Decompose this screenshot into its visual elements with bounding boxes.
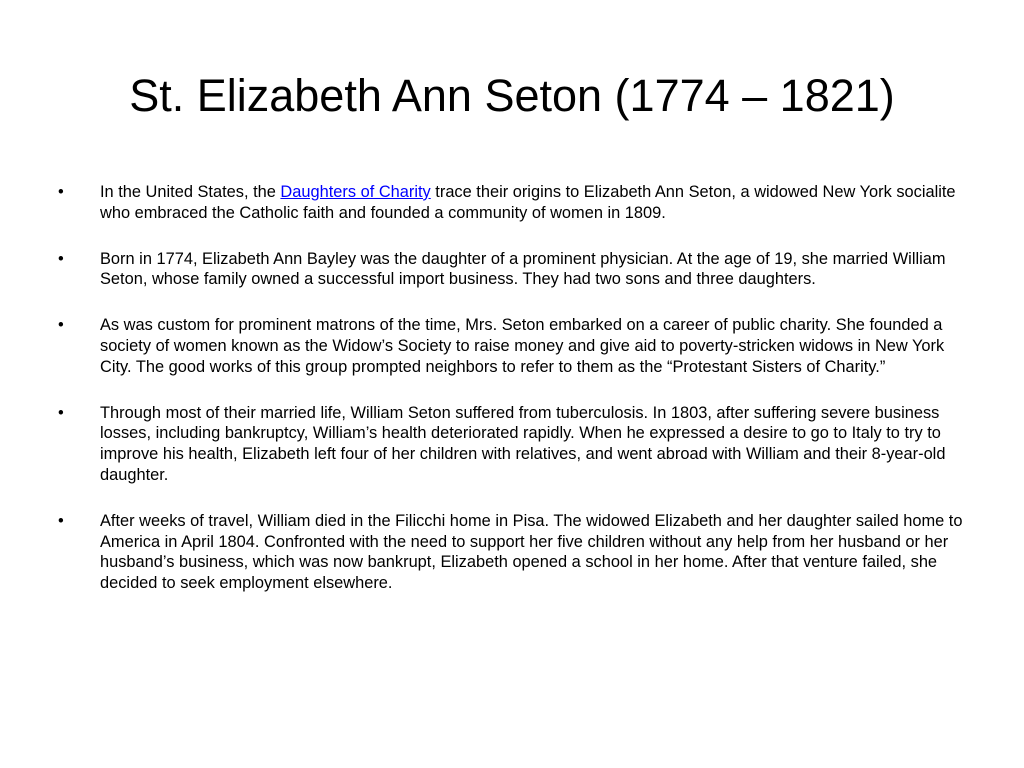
bullet-icon: • <box>58 403 64 422</box>
bullet-text <box>100 183 956 222</box>
bullet-text: After weeks of travel, William died in the Filicchi home in Pisa. The widowed Elizabeth and her daughter sailed home to America in April 1804. Confronted with the need to support her five children without any help from her husband or her husband’s business, which was now bankrupt, Elizabeth opened a school in her home. After that venture failed, she decided to seek employment elsewhere. <box>100 511 963 593</box>
bullet-list <box>58 182 970 619</box>
bullet-text-after-link: trace their origins to Elizabeth Ann Seton, a widowed New York socialite who embraced the Catholic faith and founded a community of women in 1809. <box>100 183 956 222</box>
bullet-text: Born in 1774, Elizabeth Ann Bayley was the daughter of a prominent physician. At the age of 19, she married William Seton, whose family owned a successful import business. They had two sons and three daughters. <box>100 249 946 289</box>
bullet-text: Through most of their married life, William Seton suffered from tuberculosis. In 1803, after suffering severe business losses, including bankruptcy, William’s health deteriorated rapidly. When he expressed a desire to go to Italy to try to improve his health, Elizabeth left four of her children with relatives, and went abroad with William and their 8-year-old daughter. <box>100 403 946 484</box>
bullet-icon: • <box>58 316 64 335</box>
bullet-icon: • <box>58 511 64 530</box>
bullet-item <box>58 315 970 377</box>
slide-title: St. Elizabeth Ann Seton (1774 – 1821) <box>129 70 895 121</box>
bullet-item <box>58 182 970 224</box>
bullet-text: As was custom for prominent matrons of the time, Mrs. Seton embarked on a career of public charity. She founded a society of women known as the Widow’s Society to raise money and give aid to poverty-stricken widows in New York City. The good works of this group prompted neighbors to refer to them as the “Protestant Sisters of Charity.” <box>100 316 945 376</box>
bullet-text-before-link: In the United States, the <box>100 183 281 201</box>
bullet-item <box>58 511 970 594</box>
bullet-icon: • <box>58 249 64 268</box>
bullet-icon: • <box>58 183 64 201</box>
bullet-item <box>58 249 970 291</box>
bullet-item <box>58 403 970 486</box>
daughters-of-charity-link[interactable]: Daughters of Charity <box>280 183 431 201</box>
